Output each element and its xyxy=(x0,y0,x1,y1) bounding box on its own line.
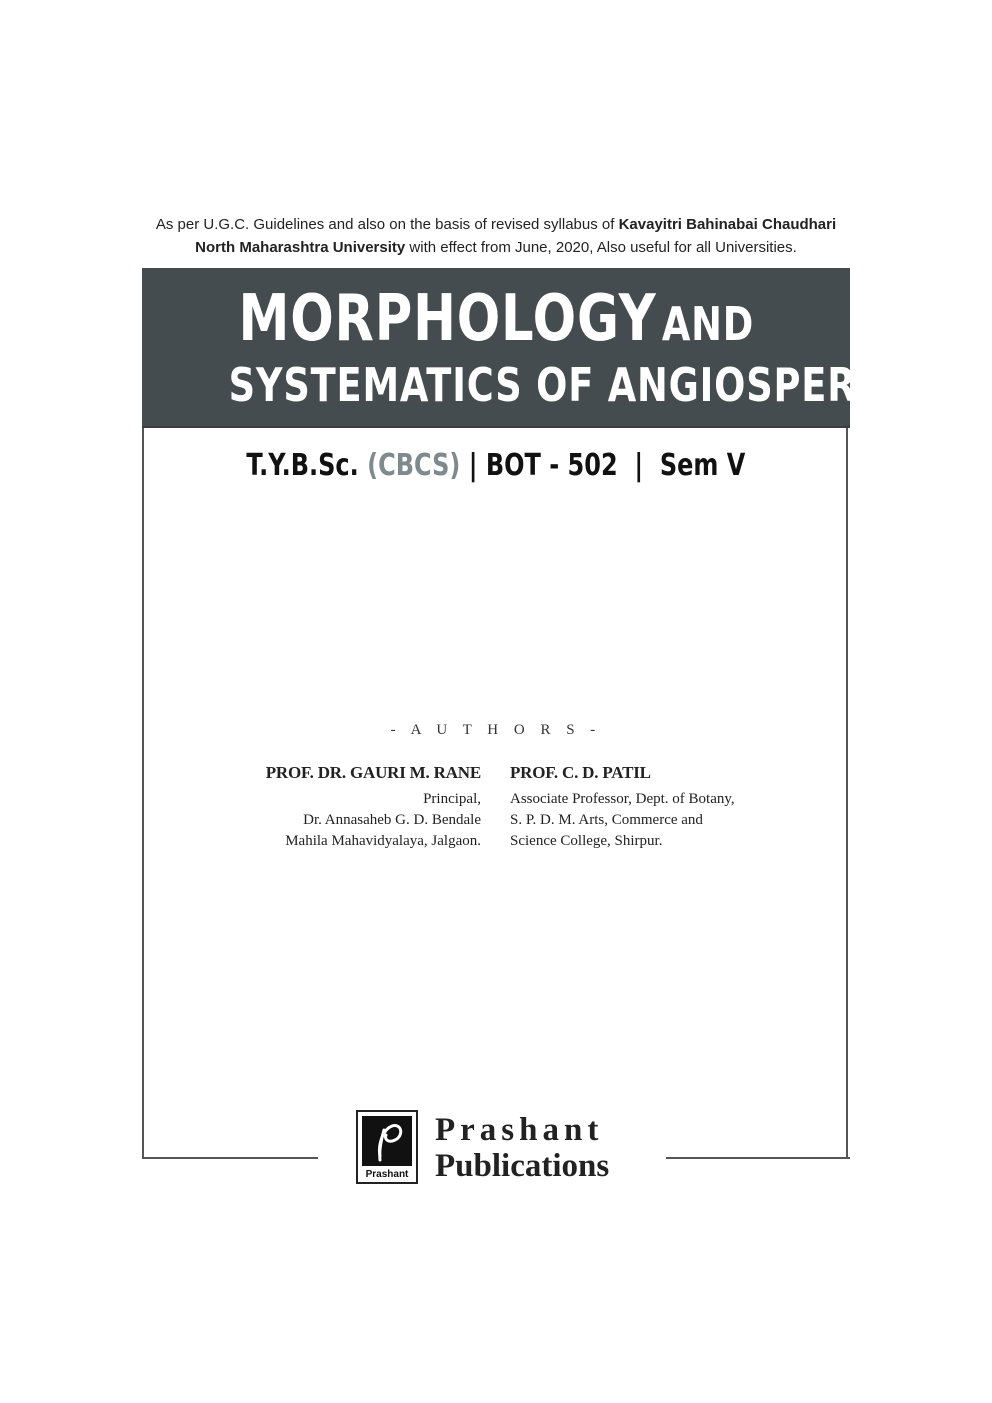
course-separator: | xyxy=(617,448,660,483)
author-affiliation-line: Principal, xyxy=(423,791,481,807)
syllabus-note xyxy=(0,213,992,259)
course-semester: Sem V xyxy=(659,448,746,483)
title-word-and: AND xyxy=(661,297,754,351)
syllabus-note-prefix: As per U.G.C. Guidelines and also on the basis of revised syllabus of xyxy=(155,216,619,233)
author-block-rane xyxy=(200,762,481,852)
title-systematics: SYSTEMATICS OF ANGIOSPERMS xyxy=(228,358,922,412)
publisher-logo-p-icon xyxy=(362,1116,412,1166)
title-line2 xyxy=(142,358,922,412)
author-affiliation-line: Science College, Shirpur. xyxy=(510,833,663,849)
publisher-block xyxy=(356,1110,646,1190)
frame-bottom-rule-left xyxy=(142,1157,318,1159)
publisher-logo-text: Prashant xyxy=(365,1169,409,1180)
author-affiliation-line: Dr. Annasaheb G. D. Bendale xyxy=(303,812,481,828)
publisher-name-line1: Prashant xyxy=(435,1112,604,1148)
title-band xyxy=(142,268,922,428)
publisher-logo xyxy=(356,1110,418,1184)
syllabus-note-line2 xyxy=(0,236,992,259)
university-name-part1: Kavayitri Bahinabai Chaudhari xyxy=(618,216,837,233)
author-block-patil xyxy=(510,762,810,852)
author-name: PROF. C. D. PATIL xyxy=(510,763,651,782)
authors-heading: - A U T H O R S - xyxy=(390,722,602,738)
author-affiliation-line: Mahila Mahavidyalaya, Jalgaon. xyxy=(285,833,481,849)
university-name-part2: North Maharashtra University xyxy=(195,239,406,256)
author-affiliation-line: Associate Professor, Dept. of Botany, xyxy=(510,791,735,807)
author-affiliation-line: S. P. D. M. Arts, Commerce and xyxy=(510,812,703,828)
course-code: BOT - 502 xyxy=(485,448,618,483)
title-line1 xyxy=(142,282,850,356)
course-separator: | xyxy=(460,448,486,483)
publisher-name-line2: Publications xyxy=(435,1148,610,1184)
title-word-morphology: MORPHOLOGY xyxy=(238,282,657,356)
frame-bottom-rule-right xyxy=(666,1157,850,1159)
author-name: PROF. DR. GAURI M. RANE xyxy=(265,763,481,782)
course-line xyxy=(0,448,992,483)
course-class: T.Y.B.Sc. xyxy=(246,448,359,483)
course-scheme: (CBCS) xyxy=(367,448,461,483)
syllabus-note-line1 xyxy=(0,213,992,236)
syllabus-note-suffix: with effect from June, 2020, Also useful for all Universities. xyxy=(405,239,797,256)
